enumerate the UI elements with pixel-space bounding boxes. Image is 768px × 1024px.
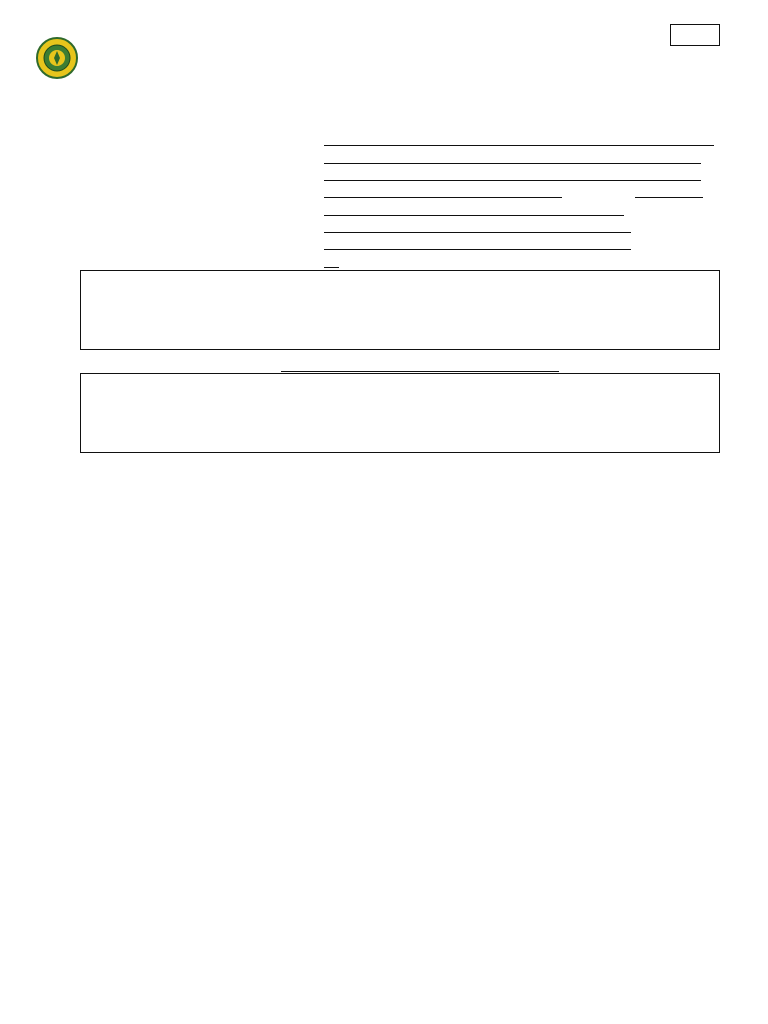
cuti-ke-input-line[interactable]	[324, 267, 339, 268]
alasan-cuti-textarea[interactable]	[80, 270, 720, 350]
university-seal-logo	[36, 37, 78, 79]
form-code-box	[670, 24, 720, 46]
handphone-input-line[interactable]	[324, 215, 624, 216]
program-studi-input-line[interactable]	[324, 249, 631, 250]
npm-input-line[interactable]	[324, 145, 714, 146]
dosen-wali-name-line[interactable]	[281, 371, 559, 372]
dosen-wali-note-box[interactable]	[80, 373, 720, 453]
address-input-line-1[interactable]	[324, 180, 701, 181]
name-input-line[interactable]	[324, 163, 701, 164]
kode-pos-input-line[interactable]	[635, 197, 703, 198]
fakultas-input-line[interactable]	[324, 232, 631, 233]
address-input-line-2[interactable]	[324, 197, 562, 198]
university-seal-icon	[36, 37, 78, 79]
